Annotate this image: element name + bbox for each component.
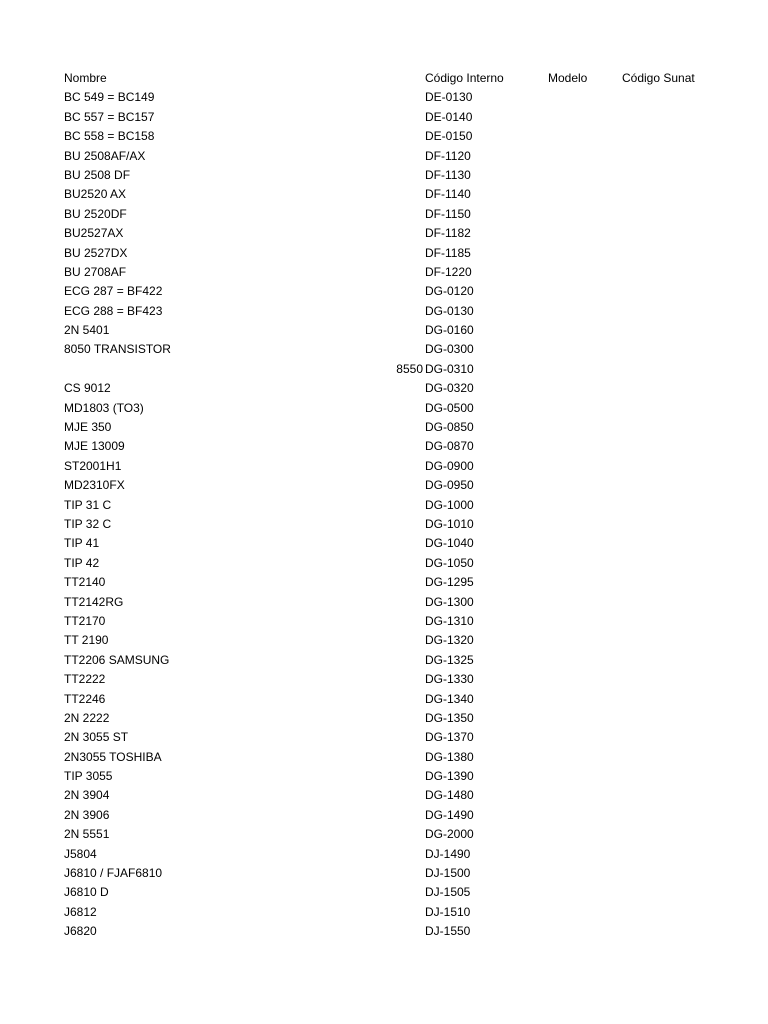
cell-codigo-interno: DF-1140 [425, 187, 471, 202]
cell-nombre: BU2520 AX [64, 187, 127, 202]
cell-codigo-interno: DG-1010 [425, 516, 474, 531]
cell-codigo-interno: DG-1490 [425, 807, 474, 822]
cell-nombre: ECG 287 = BF422 [64, 284, 163, 299]
table-row [0, 864, 768, 883]
cell-nombre: TIP 3055 [64, 769, 113, 784]
table-row [0, 631, 768, 650]
cell-nombre: 2N 5551 [64, 827, 110, 842]
cell-nombre: BU 2708AF [64, 264, 127, 279]
cell-nombre: MJE 350 [64, 420, 112, 435]
cell-codigo-interno: DF-1182 [425, 226, 471, 241]
cell-nombre: MD1803 (TO3) [64, 400, 144, 415]
table-row [0, 302, 768, 321]
table-row [0, 612, 768, 631]
cell-nombre: 2N 3906 [64, 807, 110, 822]
cell-codigo-interno: DG-1380 [425, 749, 474, 764]
cell-nombre: 2N 2222 [64, 710, 110, 725]
cell-nombre: ECG 288 = BF423 [64, 303, 163, 318]
table-row [0, 767, 768, 786]
cell-codigo-interno: DG-1330 [425, 672, 474, 687]
cell-codigo-interno: DG-0950 [425, 478, 474, 493]
cell-codigo-interno: DE-0140 [425, 109, 473, 124]
table-row [0, 88, 768, 107]
table-row [0, 476, 768, 495]
cell-codigo-interno: DG-1320 [425, 633, 474, 648]
cell-nombre: TT2140 [64, 575, 106, 590]
header-modelo: Modelo [548, 71, 588, 85]
cell-codigo-interno: DG-0160 [425, 323, 474, 338]
cell-codigo-interno: DG-0870 [425, 439, 474, 454]
cell-nombre: TIP 32 C [64, 516, 112, 531]
table-row [0, 127, 768, 146]
table-row [0, 573, 768, 592]
header-row [0, 69, 768, 88]
cell-nombre: MD2310FX [64, 478, 125, 493]
cell-nombre: J6810 / FJAF6810 [64, 866, 163, 881]
header-nombre: Nombre [64, 71, 107, 85]
cell-codigo-interno: DG-0310 [425, 361, 474, 376]
cell-nombre: BU 2508 DF [64, 167, 131, 182]
cell-nombre: 2N 5401 [64, 323, 110, 338]
table-row [0, 360, 768, 379]
table-row [0, 108, 768, 127]
cell-codigo-interno: DF-1220 [425, 264, 472, 279]
table-row [0, 922, 768, 941]
cell-nombre: TT2246 [64, 691, 106, 706]
cell-codigo-interno: DF-1185 [425, 245, 471, 260]
table-row [0, 321, 768, 340]
cell-codigo-interno: DG-1050 [425, 555, 474, 570]
cell-nombre: ST2001H1 [64, 458, 122, 473]
cell-codigo-interno: DG-1325 [425, 652, 474, 667]
table-row [0, 205, 768, 224]
table-row [0, 496, 768, 515]
cell-codigo-interno: DG-0120 [425, 284, 474, 299]
table-row [0, 340, 768, 359]
header-codigo-sunat: Código Sunat [622, 71, 695, 85]
table-row [0, 166, 768, 185]
table-row [0, 670, 768, 689]
table-row [0, 825, 768, 844]
table-row [0, 224, 768, 243]
cell-codigo-interno: DG-2000 [425, 827, 474, 842]
cell-nombre: CS 9012 [64, 381, 111, 396]
table-row [0, 806, 768, 825]
cell-nombre: TT2206 SAMSUNG [64, 652, 170, 667]
cell-codigo-interno: DJ-1490 [425, 846, 471, 861]
cell-codigo-interno: DG-1040 [425, 536, 474, 551]
cell-codigo-interno: DG-1295 [425, 575, 474, 590]
cell-nombre: TT2170 [64, 613, 106, 628]
table-row [0, 690, 768, 709]
table-row [0, 437, 768, 456]
cell-codigo-interno: DG-1300 [425, 594, 474, 609]
cell-nombre: BC 558 = BC158 [64, 129, 155, 144]
cell-nombre: TT2222 [64, 672, 106, 687]
table-row [0, 379, 768, 398]
cell-codigo-interno: DG-1350 [425, 710, 474, 725]
cell-codigo-interno: DG-1310 [425, 613, 474, 628]
table-row [0, 263, 768, 282]
table-row [0, 399, 768, 418]
table-body [0, 88, 768, 941]
cell-nombre: BU 2520DF [64, 206, 127, 221]
table-row [0, 748, 768, 767]
table-row [0, 709, 768, 728]
table-row [0, 786, 768, 805]
table-row [0, 515, 768, 534]
cell-codigo-interno: DG-1340 [425, 691, 474, 706]
cell-nombre: MJE 13009 [64, 439, 125, 454]
cell-codigo-interno: DG-0500 [425, 400, 474, 415]
cell-codigo-interno: DG-1370 [425, 730, 474, 745]
cell-codigo-interno: DJ-1550 [425, 924, 471, 939]
table-row [0, 457, 768, 476]
cell-codigo-interno: DG-0300 [425, 342, 474, 357]
cell-nombre: J6810 D [64, 885, 109, 900]
cell-codigo-interno: DG-0320 [425, 381, 474, 396]
cell-codigo-interno: DJ-1505 [425, 885, 471, 900]
cell-nombre: TT 2190 [64, 633, 109, 648]
cell-nombre: J6812 [64, 904, 97, 919]
cell-codigo-interno: DF-1120 [425, 148, 471, 163]
table-row [0, 282, 768, 301]
table-row [0, 728, 768, 747]
cell-codigo-interno: DG-1390 [425, 769, 474, 784]
cell-codigo-interno: DE-0130 [425, 90, 473, 105]
cell-nombre: J5804 [64, 846, 97, 861]
cell-codigo-interno: DG-0900 [425, 458, 474, 473]
cell-nombre: J6820 [64, 924, 97, 939]
cell-nombre: BU 2527DX [64, 245, 128, 260]
cell-nombre: 2N 3904 [64, 788, 110, 803]
cell-nombre: BC 557 = BC157 [64, 109, 155, 124]
table-row [0, 147, 768, 166]
cell-codigo-interno: DF-1130 [425, 167, 471, 182]
cell-nombre: TIP 42 [64, 555, 100, 570]
table-row [0, 593, 768, 612]
table-row [0, 185, 768, 204]
cell-codigo-interno: DJ-1500 [425, 866, 471, 881]
cell-codigo-interno: DF-1150 [425, 206, 471, 221]
table-row [0, 554, 768, 573]
cell-codigo-interno: DG-0130 [425, 303, 474, 318]
spreadsheet [0, 69, 768, 942]
cell-codigo-interno: DG-1000 [425, 497, 474, 512]
cell-nombre: TT2142RG [64, 594, 124, 609]
cell-nombre: TIP 31 C [64, 497, 112, 512]
cell-nombre: BU 2508AF/AX [64, 148, 146, 163]
cell-nombre: 2N 3055 ST [64, 730, 129, 745]
cell-codigo-interno: DJ-1510 [425, 904, 471, 919]
cell-nombre: TIP 41 [64, 536, 100, 551]
table-row [0, 845, 768, 864]
cell-nombre: BU2527AX [64, 226, 124, 241]
cell-codigo-interno: DG-0850 [425, 420, 474, 435]
cell-nombre: 8050 TRANSISTOR [64, 342, 171, 357]
header-codigo-interno: Código Interno [425, 71, 504, 85]
cell-numero: 8550 [396, 361, 423, 376]
cell-nombre: 2N3055 TOSHIBA [64, 749, 162, 764]
cell-nombre: BC 549 = BC149 [64, 90, 155, 105]
cell-codigo-interno: DE-0150 [425, 129, 473, 144]
table-row [0, 903, 768, 922]
table-row [0, 244, 768, 263]
cell-codigo-interno: DG-1480 [425, 788, 474, 803]
table-row [0, 651, 768, 670]
table-row [0, 534, 768, 553]
table-row [0, 883, 768, 902]
table-row [0, 418, 768, 437]
